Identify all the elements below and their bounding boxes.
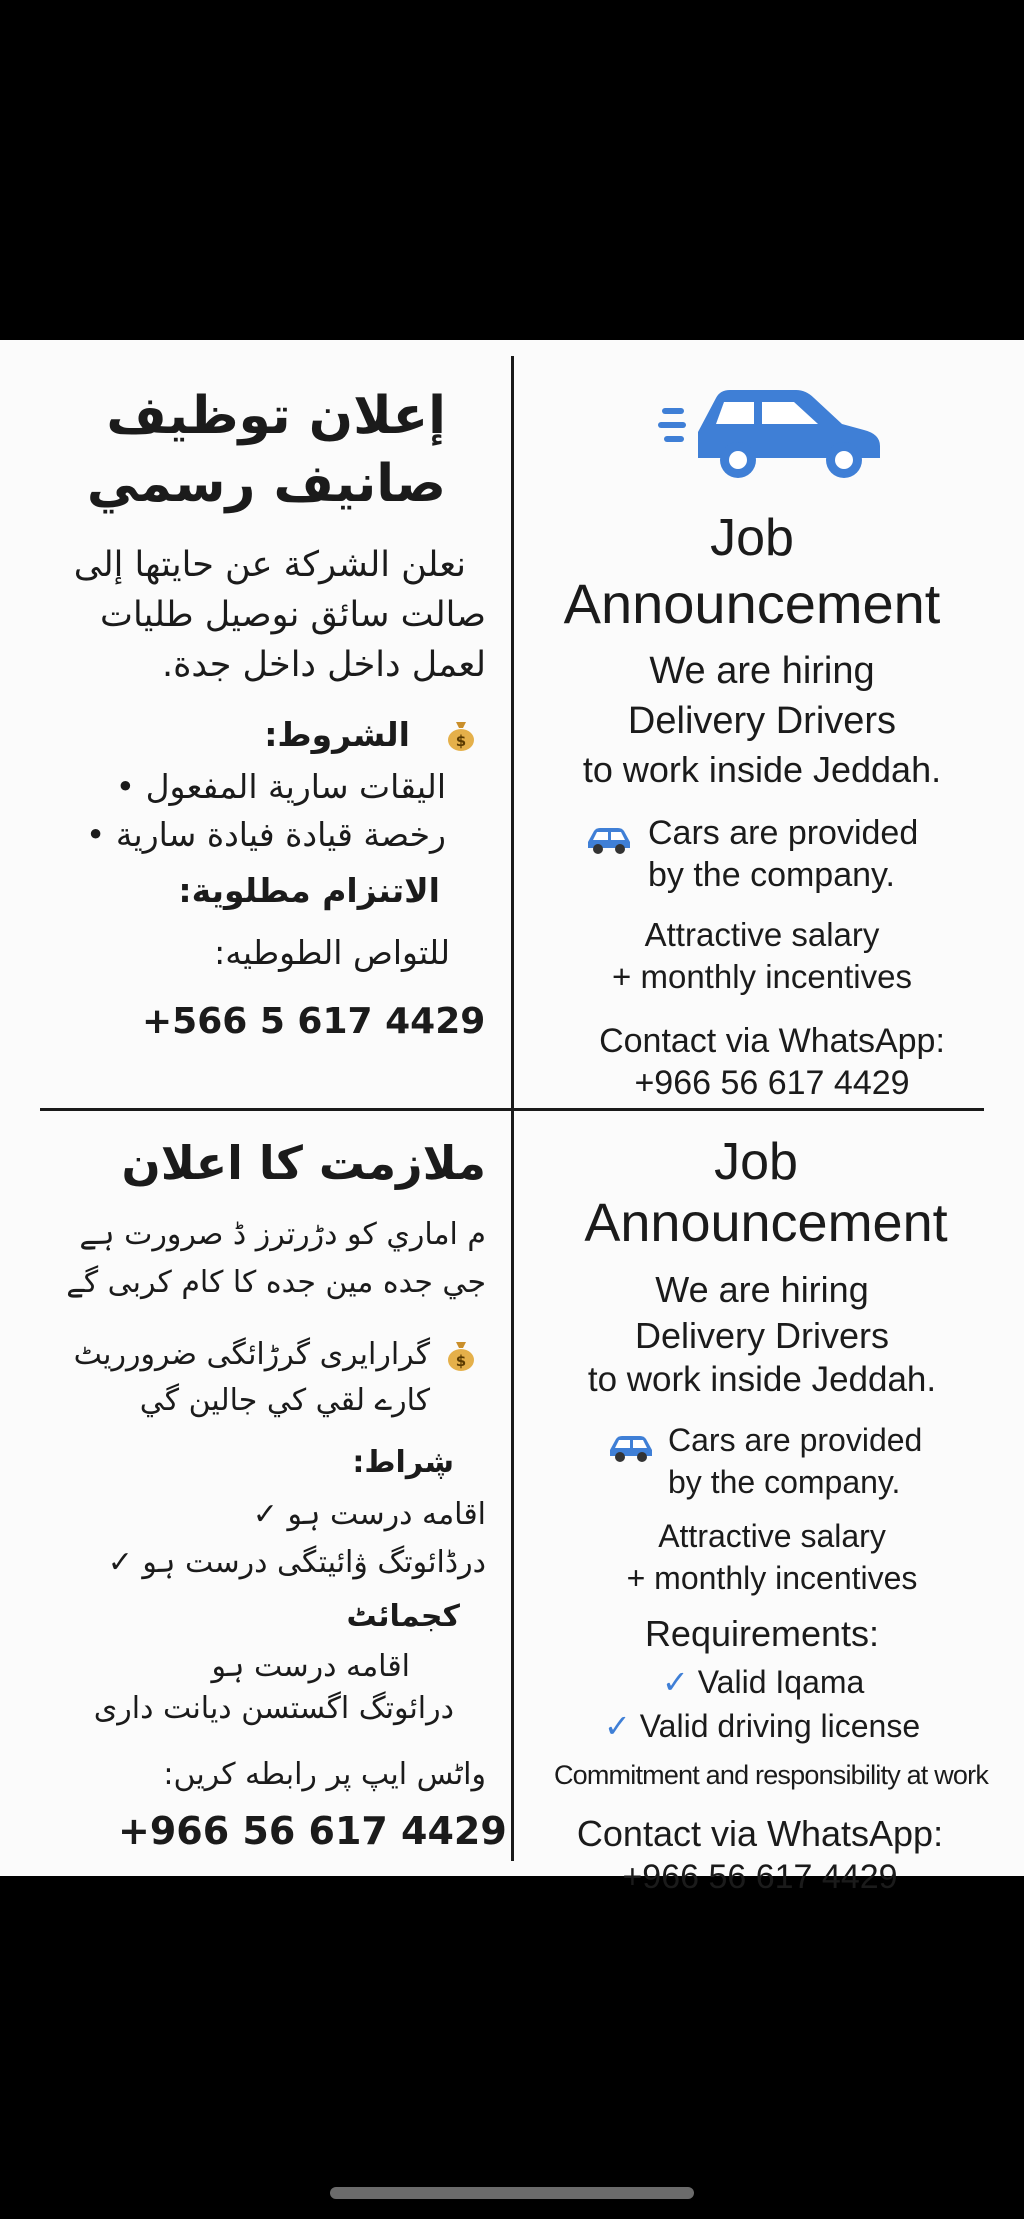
- en2-cars-line2: by the company.: [668, 1464, 901, 1500]
- money-bag-icon: [446, 718, 476, 752]
- job-announcement-flyer: [0, 340, 1024, 1896]
- en2-phone-partial: +966 56 617 4429: [622, 1858, 898, 1896]
- arabic-title-line1: إعلان توظيف: [106, 386, 446, 446]
- urdu-intro-line1: م اماري کو دڑرترز ڈ صرورت ہے: [79, 1217, 486, 1252]
- en-phone: +966 56 617 4429: [634, 1064, 910, 1102]
- arabic-intro-line1: نعلن الشركة عن حايتها إلى: [73, 545, 466, 585]
- en2-req-2: ✓ Valid driving license: [604, 1708, 921, 1744]
- en-hiring-line2: Delivery Drivers: [627, 700, 897, 742]
- arabic-commitment-heading: الاتنزام مطلوية:: [178, 871, 440, 910]
- vertical-divider-top: [511, 356, 514, 1108]
- urdu-phone: +966 56 617 4429: [118, 1809, 507, 1853]
- urdu-intro-line2: جي جده مين جده کا کام کربی گے: [66, 1265, 486, 1300]
- svg-text:$: $: [455, 732, 467, 750]
- arabic-condition-1: اليقات سارية المفعول •: [115, 767, 446, 806]
- en2-req-1: ✓ Valid Iqama: [662, 1664, 865, 1700]
- en-hiring-line3: to work inside Jeddah.: [582, 749, 942, 790]
- urdu-conditions-heading: ڜراط:: [352, 1445, 454, 1480]
- en2-contact-label: Contact via WhatsApp:: [576, 1813, 944, 1854]
- urdu-check-1: اقامه درست ہو ✓: [252, 1497, 486, 1532]
- urdu-benefit-line1: گرارایری گرڑائگی ضرورریٹ: [73, 1337, 430, 1372]
- small-car-icon: [606, 1432, 656, 1462]
- en2-hiring-line2: Delivery Drivers: [634, 1315, 890, 1356]
- en2-title-job: Job: [714, 1133, 798, 1191]
- arabic-conditions-heading: الشروط:: [264, 715, 410, 754]
- car-icon: [658, 380, 890, 480]
- arabic-condition-2: رخصة قيادة فيادة سارية •: [85, 815, 446, 854]
- en2-commitment-line: Commitment and responsibility at work: [553, 1760, 989, 1790]
- urdu-benefit-line2: کارے لقي کي جالین گي: [139, 1383, 430, 1418]
- en-title-job: Job: [710, 509, 794, 567]
- money-bag-icon: [446, 1338, 476, 1372]
- en2-hiring-line3: to work inside Jeddah.: [587, 1360, 937, 1399]
- en-salary-line1: Attractive salary: [644, 916, 880, 953]
- en2-hiring-line1: We are hiring: [655, 1269, 869, 1310]
- en2-title-announcement: Announcement: [584, 1193, 948, 1253]
- small-car-icon: [584, 824, 634, 854]
- en2-salary-line2: + monthly incentives: [626, 1560, 918, 1596]
- en-salary-line2: + monthly incentives: [612, 958, 912, 995]
- en-cars-line1: Cars are provided: [648, 814, 919, 852]
- urdu-title: ملازمت کا اعلان: [121, 1136, 486, 1190]
- urdu-contact-line: واٹس ایپ پر رابطه کریں:: [163, 1757, 486, 1792]
- en-title-announcement: Announcement: [563, 572, 941, 635]
- en2-requirements-heading: Requirements:: [644, 1613, 880, 1654]
- urdu-commit-line1: اقامه درست ہو: [211, 1649, 410, 1684]
- arabic-title-line2: صانيف رسمي: [86, 454, 446, 514]
- arabic-contact-line: للتواص الطوطيه:: [214, 933, 450, 972]
- horizontal-divider: [40, 1108, 984, 1111]
- arabic-intro-line2: صالت سائق نوصيل طليات: [100, 595, 486, 635]
- arabic-intro-line3: لعمل داخل داخل جدة.: [161, 645, 486, 685]
- arabic-phone: +566 5 617 4429: [142, 1001, 486, 1042]
- en2-cars-line1: Cars are provided: [668, 1422, 923, 1458]
- urdu-commitment-heading: کجمائٹ: [346, 1599, 460, 1634]
- en-cars-line2: by the company.: [648, 856, 895, 894]
- home-indicator[interactable]: [330, 2187, 694, 2199]
- urdu-check-2: درڈائوتگ ۋائیتگی درست ہو ✓: [107, 1545, 486, 1580]
- en-hiring-line1: We are hiring: [649, 650, 875, 692]
- urdu-commit-line2: درائوتگ اگستسن دیانت داری: [93, 1691, 454, 1726]
- svg-text:$: $: [455, 1352, 467, 1370]
- vertical-divider-bottom: [511, 1111, 514, 1861]
- en-contact-label: Contact via WhatsApp:: [599, 1022, 945, 1060]
- en2-salary-line1: Attractive salary: [658, 1518, 886, 1554]
